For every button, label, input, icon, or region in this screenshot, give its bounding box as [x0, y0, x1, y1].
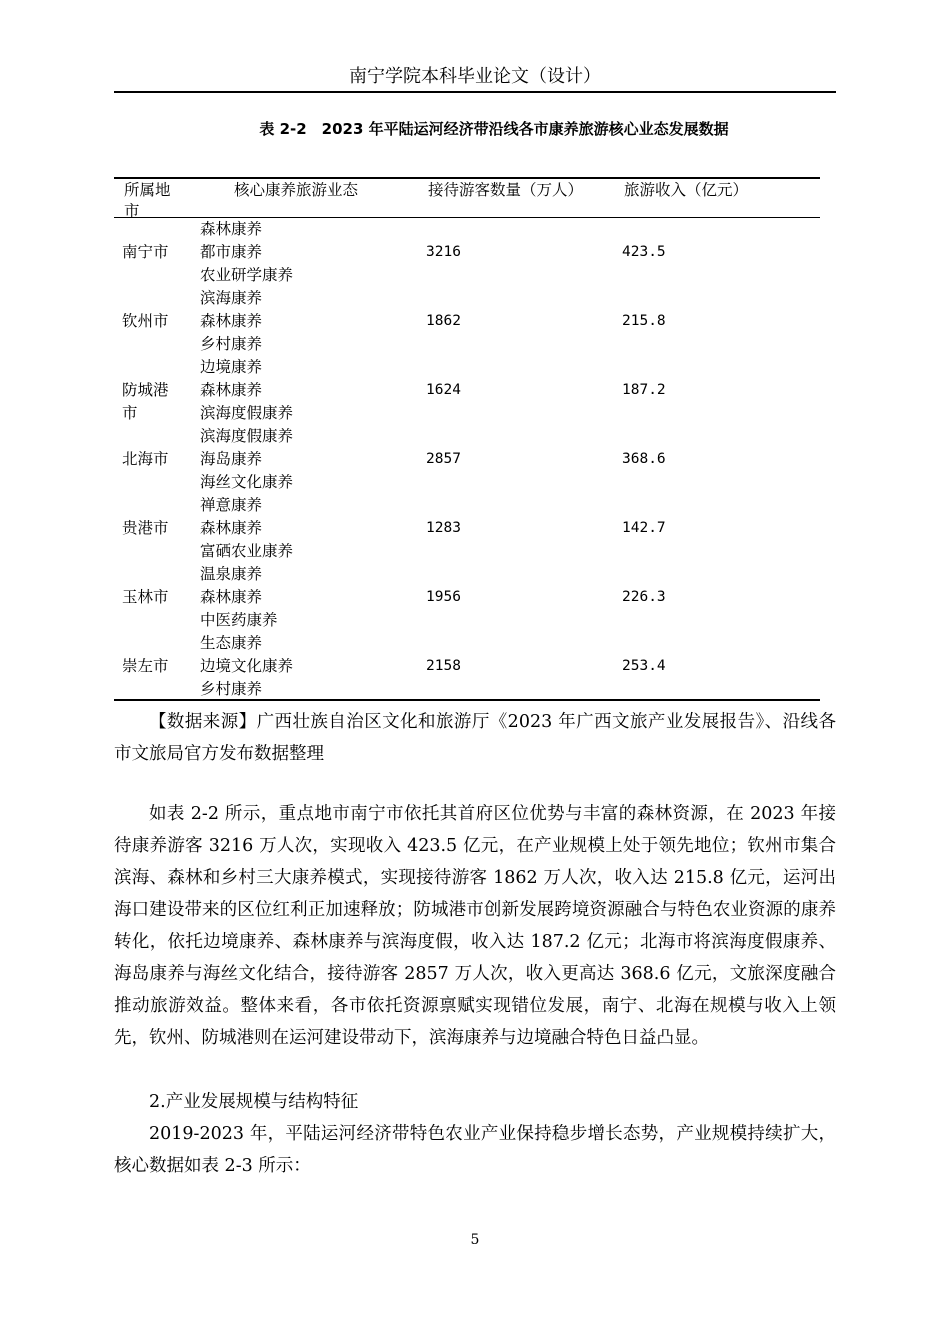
table-cell-visitors: 1283 [426, 520, 461, 536]
table-cell-type: 生态康养 [200, 634, 263, 652]
table-cell-revenue: 187.2 [622, 382, 666, 398]
column-header-visitors: 接待游客数量（万人） [428, 181, 584, 199]
table-cell-city: 玉林市 [122, 588, 169, 606]
table-cell-revenue: 226.3 [622, 589, 666, 605]
table-cell-visitors: 1624 [426, 382, 461, 398]
table-cell-type: 乡村康养 [200, 335, 263, 353]
table-cell-type: 农业研学康养 [200, 266, 294, 284]
table-cell-revenue: 368.6 [622, 451, 666, 467]
header-rule [114, 91, 836, 93]
table-top-rule [114, 177, 820, 179]
table-cell-type: 海丝文化康养 [200, 473, 294, 491]
table-cell-visitors: 2857 [426, 451, 461, 467]
page-number: 5 [470, 1232, 480, 1248]
table-cell-type: 滨海度假康养 [200, 404, 294, 422]
column-header-city: 所属地市 [124, 181, 171, 220]
table-cell-type: 海岛康养 [200, 450, 263, 468]
table-cell-type: 森林康养 [200, 220, 263, 238]
table-cell-type: 边境文化康养 [200, 657, 294, 675]
table-cell-type: 富硒农业康养 [200, 542, 294, 560]
table-cell-type: 森林康养 [200, 588, 263, 606]
table-cell-revenue: 142.7 [622, 520, 666, 536]
table-cell-type: 森林康养 [200, 381, 263, 399]
table-cell-type: 乡村康养 [200, 680, 263, 698]
body-paragraph-1: 如表 2-2 所示，重点地市南宁市依托其首府区位优势与丰富的森林资源，在 2023 年接待康养游客 3216 万人次，实现收入 423.5 亿元，在产业规模上处于领先地位；钦州市集合滨海、森林和乡村三大康养模式，实现接待游客 1862 万人次，收入达 215.8 亿元，运河出海口建设带来的区位红利正加速释放；防城港市创新发展跨境资源融合与特色农业资源的康养转化，依托边境康养、森林康养与滨海度假，收入达 187.2 亿元；北海市将滨海度假康养、海岛康养与海丝文化结合，接待游客 2857 万人次，收入更高达 368.6 亿元，文旅深度融合推动旅游效益。整体来看，各市依托资源禀赋实现错位发展，南宁、北海在规模与收入上领先，钦州、防城港则在运河建设带动下，滨海康养与边境融合特色日益凸显。 [114, 804, 836, 1048]
table-cell-type: 滨海康养 [200, 289, 263, 307]
table-cell-type: 中医药康养 [200, 611, 278, 629]
table-cell-city: 防城港市 [122, 381, 169, 422]
column-header-type: 核心康养旅游业态 [234, 181, 359, 199]
table-caption: 表 2-2 2023 年平陆运河经济带沿线各市康养旅游核心业态发展数据 [259, 120, 729, 138]
page-header: 南宁学院本科毕业论文（设计） [349, 66, 601, 87]
table-cell-type: 禅意康养 [200, 496, 263, 514]
section-heading: 2.产业发展规模与结构特征 [149, 1092, 359, 1112]
table-cell-visitors: 3216 [426, 244, 461, 260]
table-cell-city: 崇左市 [122, 657, 169, 675]
table-cell-type: 森林康养 [200, 312, 263, 330]
table-cell-visitors: 2158 [426, 658, 461, 674]
table-cell-visitors: 1862 [426, 313, 461, 329]
table-cell-city: 南宁市 [122, 243, 169, 261]
table-cell-revenue: 253.4 [622, 658, 666, 674]
body-paragraph-2: 2019-2023 年，平陆运河经济带特色农业产业保持稳步增长态势，产业规模持续扩大，核心数据如表 2-3 所示： [114, 1124, 836, 1176]
table-cell-city: 钦州市 [122, 312, 169, 330]
table-cell-city: 北海市 [122, 450, 169, 468]
table-cell-type: 都市康养 [200, 243, 263, 261]
column-header-revenue: 旅游收入（亿元） [624, 181, 749, 199]
table-cell-city: 贵港市 [122, 519, 169, 537]
table-cell-visitors: 1956 [426, 589, 461, 605]
table-cell-type: 边境康养 [200, 358, 263, 376]
table-cell-revenue: 215.8 [622, 313, 666, 329]
table-cell-type: 温泉康养 [200, 565, 263, 583]
table-cell-revenue: 423.5 [622, 244, 666, 260]
data-source-note: 【数据来源】广西壮族自治区文化和旅游厅《2023 年广西文旅产业发展报告》、沿线各市文旅局官方发布数据整理 [114, 712, 836, 764]
table-cell-type: 森林康养 [200, 519, 263, 537]
table-cell-type: 滨海度假康养 [200, 427, 294, 445]
